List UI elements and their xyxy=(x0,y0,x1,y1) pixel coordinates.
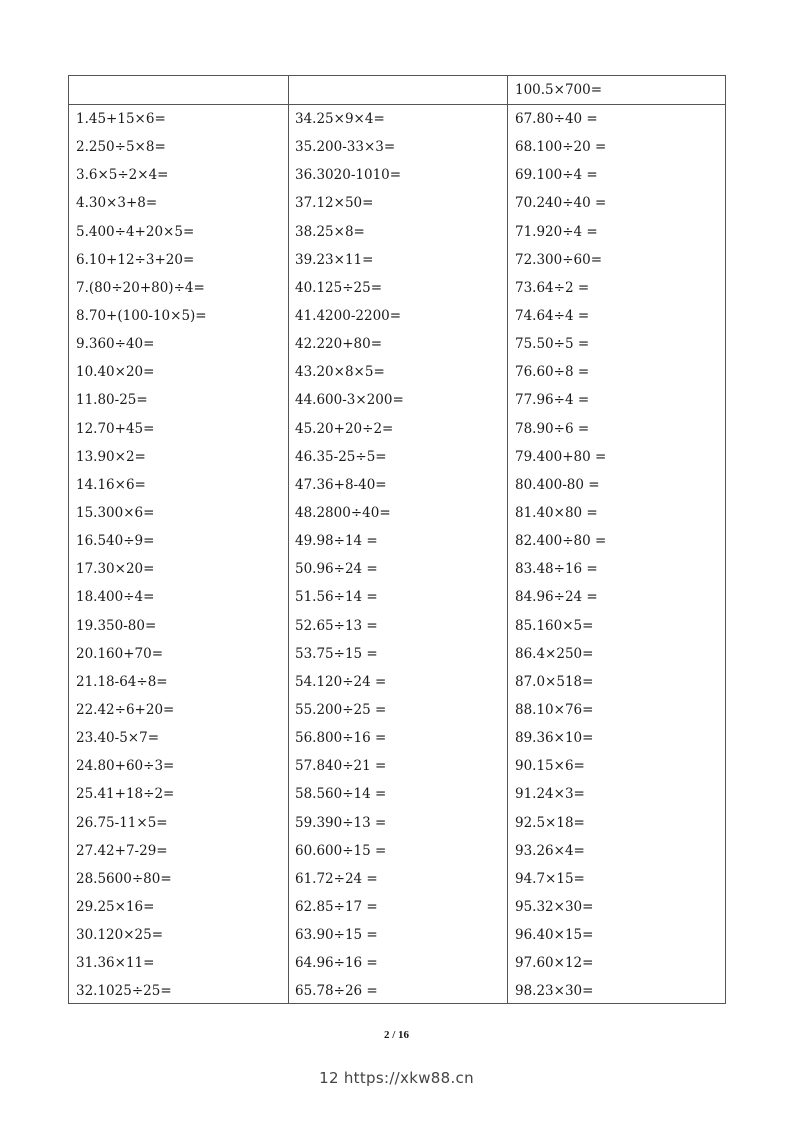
header-cell-3: 100.5×700= xyxy=(515,82,603,98)
problem-item: 44.600-3×200= xyxy=(295,392,404,409)
problem-item: 21.18-64÷8= xyxy=(76,673,168,690)
problem-item: 28.5600÷80= xyxy=(76,870,172,887)
problem-item: 29.25×16= xyxy=(76,898,155,915)
problem-item: 19.350-80= xyxy=(76,617,157,634)
problem-item: 94.7×15= xyxy=(515,870,585,887)
problem-item: 62.85÷17 = xyxy=(295,898,378,915)
problem-item: 11.80-25= xyxy=(76,392,148,409)
problem-item: 38.25×8= xyxy=(295,223,365,240)
problem-item: 76.60÷8 = xyxy=(515,364,590,381)
problem-item: 18.400÷4= xyxy=(76,589,155,606)
problem-item: 25.41+18÷2= xyxy=(76,786,175,803)
problem-item: 71.920÷4 = xyxy=(515,223,598,240)
problem-item: 92.5×18= xyxy=(515,814,585,831)
problem-item: 48.2800÷40= xyxy=(295,504,391,521)
problem-item: 52.65÷13 = xyxy=(295,617,378,634)
problem-item: 82.400÷80 = xyxy=(515,533,607,550)
problem-item: 51.56÷14 = xyxy=(295,589,378,606)
problem-item: 22.42÷6+20= xyxy=(76,701,175,718)
problem-item: 84.96÷24 = xyxy=(515,589,598,606)
problem-column-1 xyxy=(76,105,207,1006)
problem-item: 41.4200-2200= xyxy=(295,307,402,324)
problem-item: 83.48÷16 = xyxy=(515,561,598,578)
problem-item: 32.1025÷25= xyxy=(76,983,172,1000)
problem-item: 42.220+80= xyxy=(295,336,383,353)
problem-item: 30.120×25= xyxy=(76,927,164,944)
problem-item: 69.100÷4 = xyxy=(515,167,598,184)
problem-item: 87.0×518= xyxy=(515,673,594,690)
page-number: 2 / 16 xyxy=(383,1029,410,1041)
problem-item: 49.98÷14 = xyxy=(295,533,378,550)
problem-item: 53.75÷15 = xyxy=(295,645,378,662)
problem-item: 14.16×6= xyxy=(76,476,146,493)
problem-item: 6.10+12÷3+20= xyxy=(76,251,195,268)
problem-item: 75.50÷5 = xyxy=(515,336,590,353)
problem-item: 12.70+45= xyxy=(76,420,155,437)
problem-item: 26.75-11×5= xyxy=(76,814,168,831)
problem-item: 9.360÷40= xyxy=(76,336,155,353)
problem-item: 67.80÷40 = xyxy=(515,111,598,127)
problem-item: 93.26×4= xyxy=(515,842,585,859)
problem-item: 88.10×76= xyxy=(515,701,594,718)
problem-item: 65.78÷26 = xyxy=(295,983,378,1000)
problem-item: 55.200÷25 = xyxy=(295,701,387,718)
problem-item: 16.540÷9= xyxy=(76,533,155,550)
problem-item: 45.20+20÷2= xyxy=(295,420,394,437)
problem-item: 61.72÷24 = xyxy=(295,870,378,887)
problem-item: 98.23×30= xyxy=(515,983,594,1000)
problem-item: 43.20×8×5= xyxy=(295,364,385,381)
problem-item: 20.160+70= xyxy=(76,645,164,662)
problem-item: 64.96÷16 = xyxy=(295,955,378,972)
problem-item: 8.70+(100-10×5)= xyxy=(76,307,207,324)
problem-item: 97.60×12= xyxy=(515,955,594,972)
problem-item: 7.(80÷20+80)÷4= xyxy=(76,279,205,296)
problem-item: 63.90÷15 = xyxy=(295,927,378,944)
problem-item: 36.3020-1010= xyxy=(295,167,402,184)
column-divider-2 xyxy=(507,76,508,1003)
problem-item: 34.25×9×4= xyxy=(295,111,385,127)
problem-item: 70.240÷40 = xyxy=(515,195,607,212)
problem-item: 2.250÷5×8= xyxy=(76,139,166,156)
problem-item: 57.840÷21 = xyxy=(295,758,387,775)
exercise-table xyxy=(68,75,726,1004)
problem-item: 17.30×20= xyxy=(76,561,155,578)
problem-column-2 xyxy=(295,105,404,1006)
problem-column-3 xyxy=(515,105,606,1006)
problem-item: 35.200-33×3= xyxy=(295,139,396,156)
problem-item: 50.96÷24 = xyxy=(295,561,378,578)
problem-item: 96.40×15= xyxy=(515,927,594,944)
problem-item: 31.36×11= xyxy=(76,955,155,972)
problem-item: 37.12×50= xyxy=(295,195,374,212)
problem-item: 3.6×5÷2×4= xyxy=(76,167,169,184)
problem-item: 5.400÷4+20×5= xyxy=(76,223,195,240)
problem-item: 58.560÷14 = xyxy=(295,786,387,803)
problem-item: 91.24×3= xyxy=(515,786,585,803)
problem-item: 4.30×3+8= xyxy=(76,195,158,212)
problem-item: 60.600÷15 = xyxy=(295,842,387,859)
problem-item: 95.32×30= xyxy=(515,898,594,915)
problem-item: 79.400+80 = xyxy=(515,448,607,465)
problem-item: 27.42+7-29= xyxy=(76,842,168,859)
problem-item: 86.4×250= xyxy=(515,645,594,662)
column-divider-1 xyxy=(288,76,289,1003)
problem-item: 1.45+15×6= xyxy=(76,111,166,127)
problem-item: 74.64÷4 = xyxy=(515,307,590,324)
problem-item: 78.90÷6 = xyxy=(515,420,590,437)
problem-item: 90.15×6= xyxy=(515,758,585,775)
watermark-text: 12 https://xkw88.cn xyxy=(319,1069,474,1087)
problem-item: 54.120÷24 = xyxy=(295,673,387,690)
problem-item: 85.160×5= xyxy=(515,617,594,634)
problem-item: 77.96÷4 = xyxy=(515,392,590,409)
problem-item: 59.390÷13 = xyxy=(295,814,387,831)
problem-item: 73.64÷2 = xyxy=(515,279,590,296)
problem-item: 46.35-25÷5= xyxy=(295,448,387,465)
problem-item: 39.23×11= xyxy=(295,251,374,268)
problem-item: 80.400-80 = xyxy=(515,476,600,493)
problem-item: 23.40-5×7= xyxy=(76,730,160,747)
problem-item: 47.36+8-40= xyxy=(295,476,387,493)
problem-item: 24.80+60÷3= xyxy=(76,758,175,775)
problem-item: 81.40×80 = xyxy=(515,504,598,521)
problem-item: 13.90×2= xyxy=(76,448,146,465)
problem-item: 72.300÷60= xyxy=(515,251,603,268)
problem-item: 89.36×10= xyxy=(515,730,594,747)
problem-item: 40.125÷25= xyxy=(295,279,383,296)
problem-item: 68.100÷20 = xyxy=(515,139,607,156)
problem-item: 15.300×6= xyxy=(76,504,155,521)
problem-item: 10.40×20= xyxy=(76,364,155,381)
problem-item: 56.800÷16 = xyxy=(295,730,387,747)
